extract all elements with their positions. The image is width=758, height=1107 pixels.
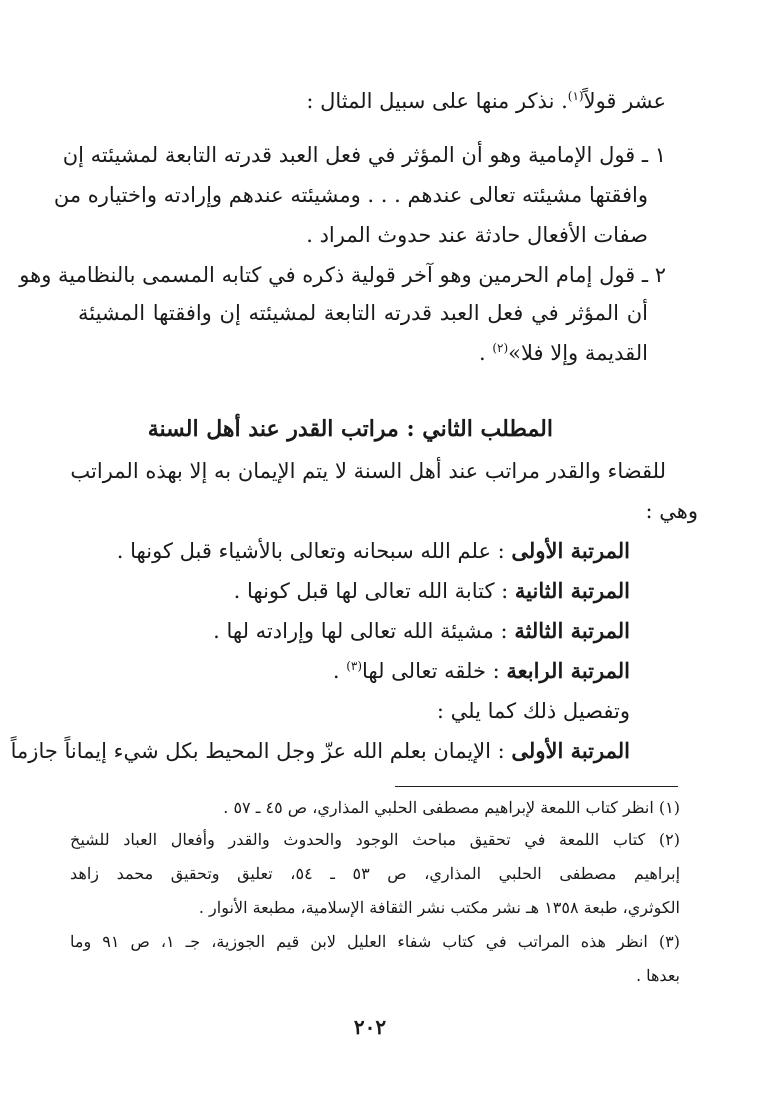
footnote-2-line-3: الكوثري، طبعة ١٣٥٨ هـ نشر مكتب نشر الثقافة الإسلامية، مطبعة الأنوار . (198, 898, 680, 917)
rank-3-label: المرتبة الثالثة (514, 618, 630, 643)
page-number: ٢٠٢ (353, 1015, 387, 1039)
footnote-3-line-1: (٣) انظر هذه المراتب في كتاب شفاء العليل لابن قيم الجوزية، جـ ١، ص ٩١ وما (70, 932, 680, 951)
footnote-3-line-2: بعدها . (635, 966, 680, 985)
rank-1-line: المرتبة الأولى : علم الله سبحانه وتعالى بالأشياء قبل كونها . (116, 538, 630, 563)
rank-1-label: المرتبة الأولى (511, 538, 630, 563)
footnote-1: (١) انظر كتاب اللمعة لإبراهيم مصطفى الحلبي المذاري، ص ٤٥ ـ ٥٧ . (223, 798, 680, 817)
footnote-ref-1: (١) (567, 89, 584, 103)
item-1-line-3: صفات الأفعال حادثة عند حدوث المراد . (306, 223, 648, 247)
item-2-line-1: ٢ ـ قول إمام الحرمين وهو آخر قولية ذكره في كتابه المسمى بالنظامية وهو (19, 263, 666, 287)
item-2-line-2: أن المؤثر في فعل العبد قدرته التابعة لمشيئته إن وافقتها المشيئة (78, 301, 648, 325)
paragraph-line-2: وهي : (645, 499, 698, 523)
footnote-2-line-1: (٢) كتاب اللمعة في تحقيق مباحث الوجود والحدوث والقدر وأفعال العباد للشيخ (70, 830, 680, 849)
rank-2-label: المرتبة الثانية (514, 578, 630, 603)
last-rank-line: المرتبة الأولى : الإيمان بعلم الله عزّ وجل المحيط بكل شيء إيماناً جازماً (10, 738, 630, 763)
footnote-ref-2: (٢) (492, 341, 509, 355)
rank-4-line: المرتبة الرابعة : خلقه تعالى لها$^{(٣)}$ . (332, 658, 630, 683)
item-2-line-3: القديمة وإلا فلا»$^{(٢)}$ . (478, 341, 648, 365)
rank-2-line: المرتبة الثانية : كتابة الله تعالى لها قبل كونها . (233, 578, 630, 603)
item-1-line-2: وافقتها مشيئته تعالى عندهم . . . ومشيئته عندهم وإرادته واختياره من (53, 183, 648, 207)
footnote-ref-3: (٣) (346, 659, 363, 673)
intro-line: عشر قولاً$^{(١)}$. نذكر منها على سبيل المثال : (306, 89, 666, 113)
paragraph-line-1: للقضاء والقدر مراتب عند أهل السنة لا يتم الإيمان به إلا بهذه المراتب (70, 459, 666, 483)
section-heading: المطلب الثاني : مراتب القدر عند أهل السنة (147, 416, 553, 442)
rank-3-line: المرتبة الثالثة : مشيئة الله تعالى لها وإرادته لها . (213, 618, 630, 643)
item-1-line-1: ١ ـ قول الإمامية وهو أن المؤثر في فعل العبد قدرته التابعة لمشيئته إن (62, 143, 666, 167)
footnote-divider (395, 786, 678, 787)
rank-4-label: المرتبة الرابعة (506, 658, 630, 683)
detail-line: وتفصيل ذلك كما يلي : (436, 699, 630, 723)
last-rank-label: المرتبة الأولى (511, 738, 630, 763)
footnote-2-line-2: إبراهيم مصطفى الحلبي المذاري، ص ٥٣ ـ ٥٤، تعليق وتحقيق محمد زاهد (70, 864, 681, 883)
